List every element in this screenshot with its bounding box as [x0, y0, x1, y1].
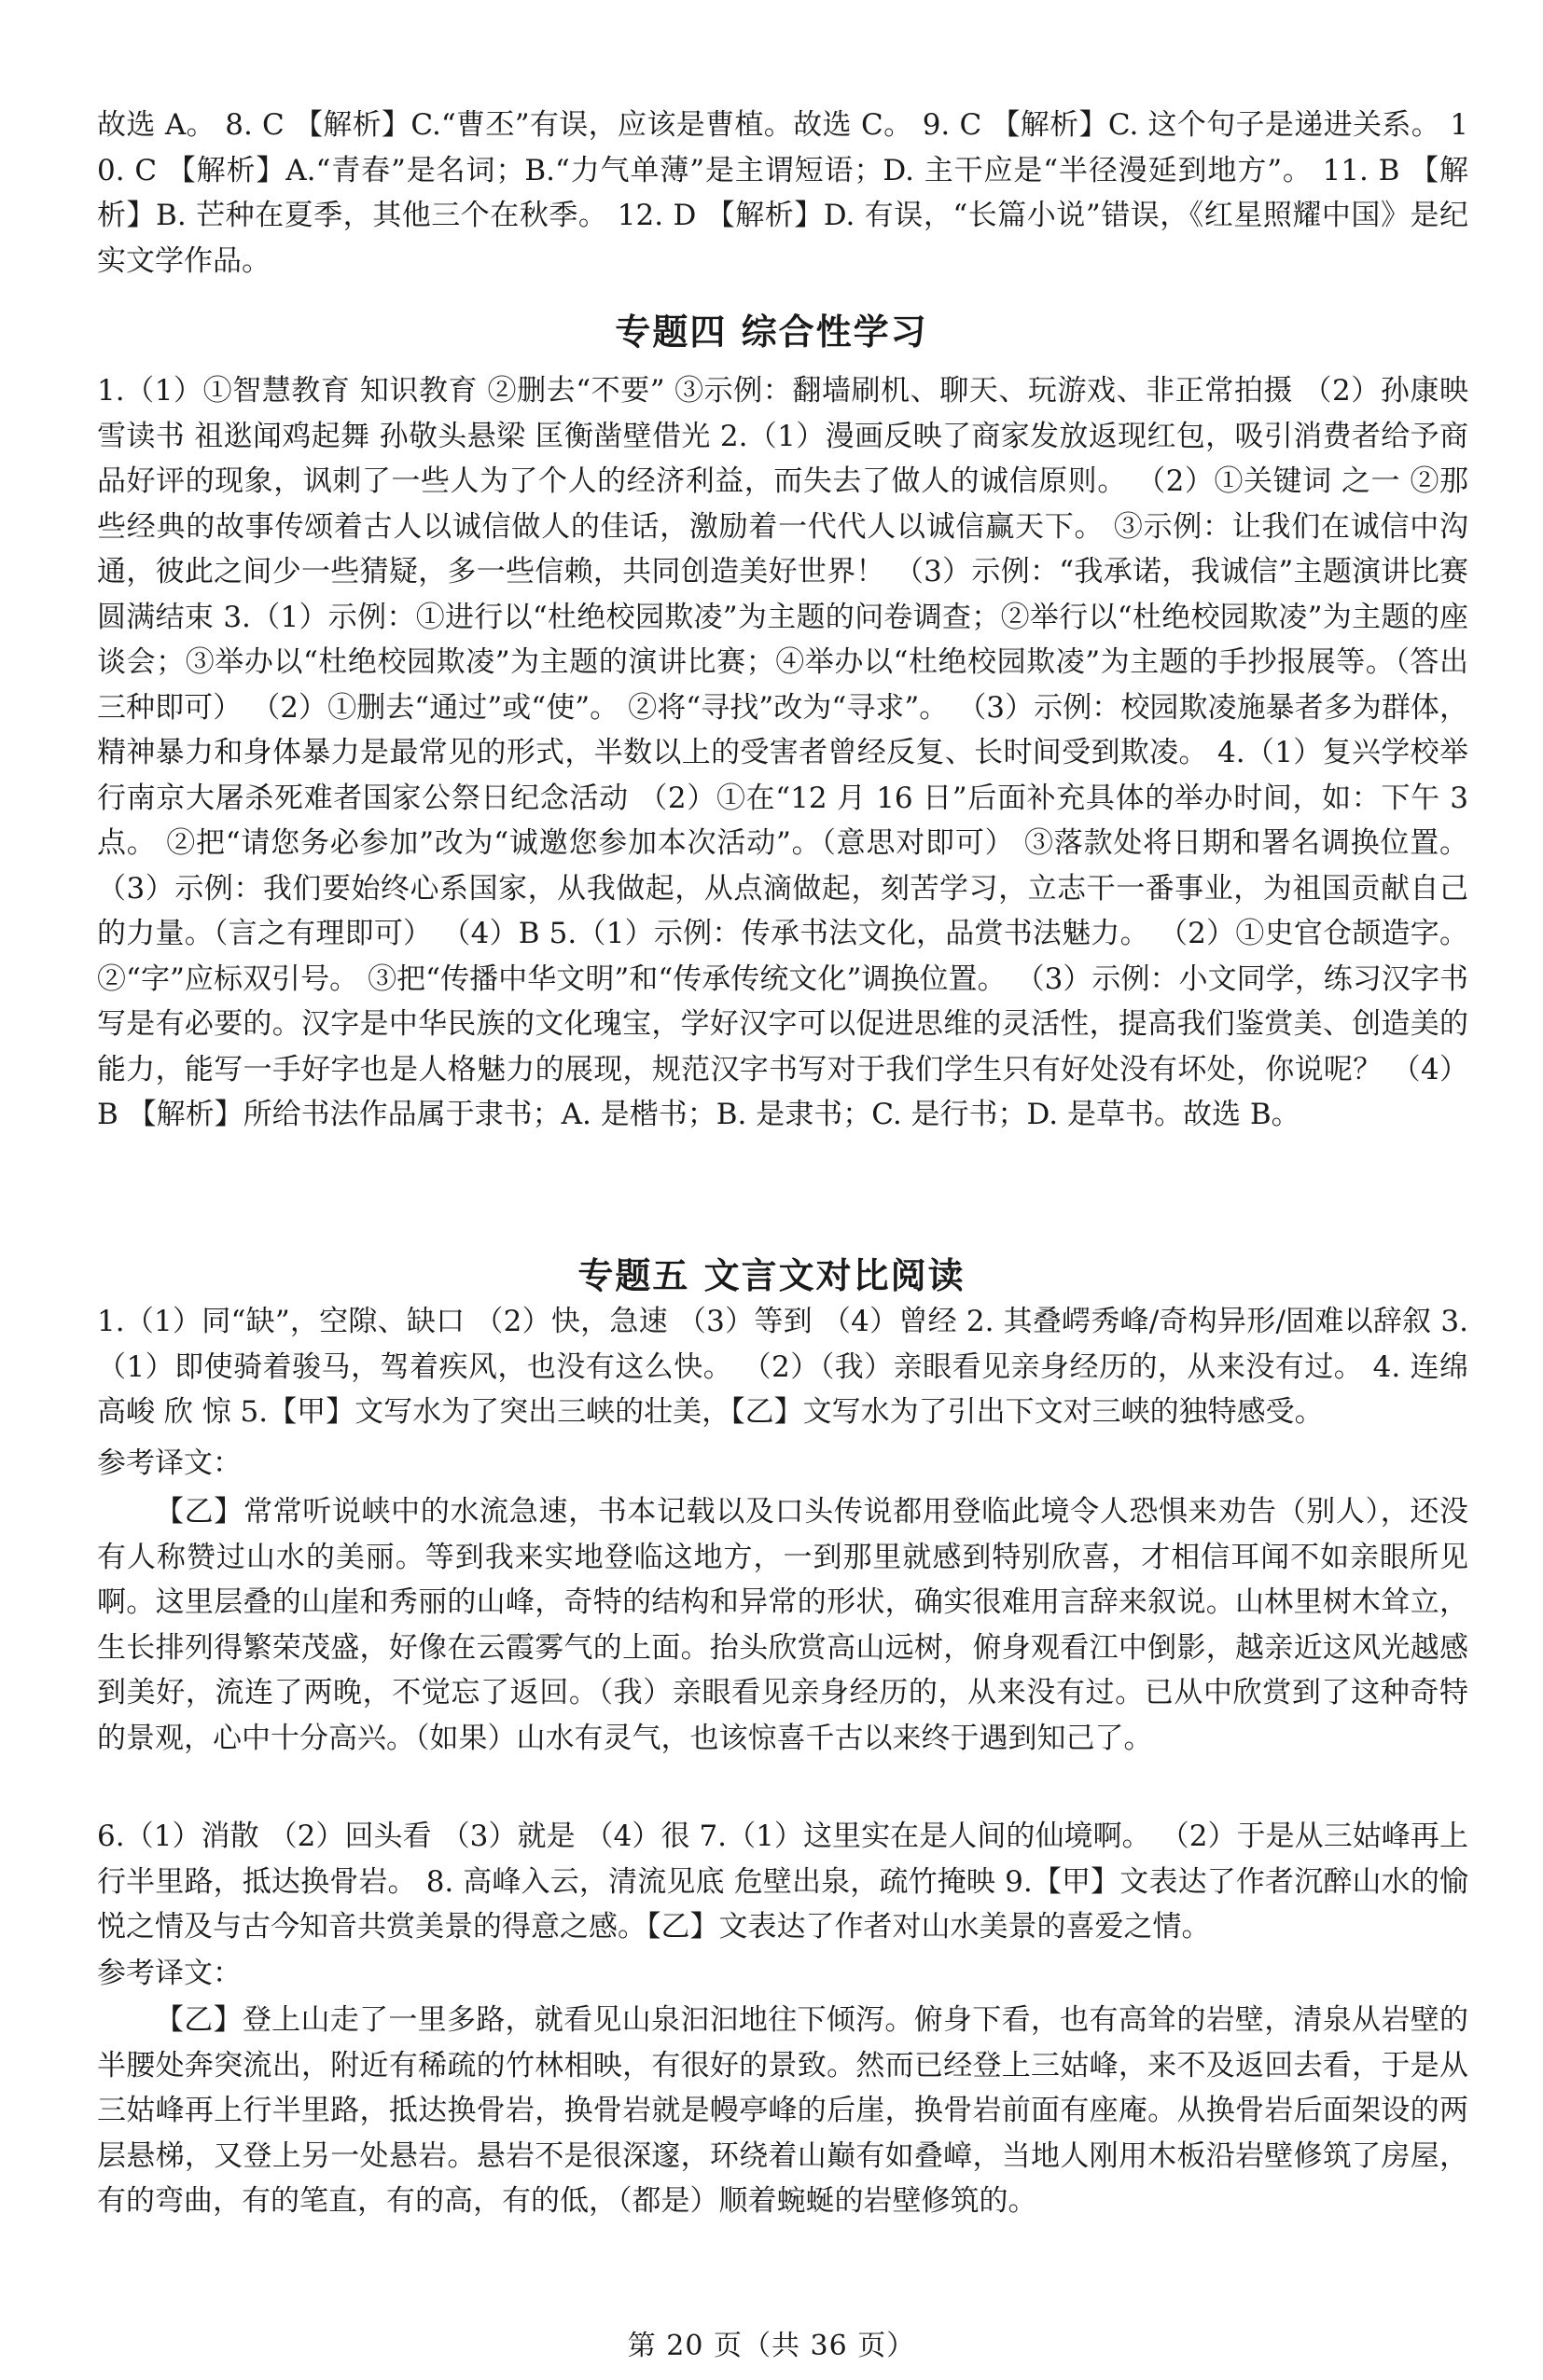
- topic4-answers: 1.（1）①智慧教育 知识教育 ②删去“不要” ③示例：翻墙刷机、聊天、玩游戏、非正常拍摄 （2）孙康映雪读书 祖逖闻鸡起舞 孙敬头悬梁 匡衡凿壁借光 2.（1）漫画反映了商家发放返现红包，吸引消费者给予商品好评的现象，讽刺了一些人为了个人的经济利益，而失去了做人的诚信原则。 （2）①关键词 之一 ②那些经典的故事传颂着古人以诚信做人的佳话，激励着一代代人以诚信赢天下。 ③示例：让我们在诚信中沟通，彼此之间少一些猜疑，多一些信赖，共同创造美好世界！ （3）示例：“我承诺，我诚信”主题演讲比赛圆满结束 3.（1）示例：①进行以“杜绝校园欺凌”为主题的问卷调查；②举行以“杜绝校园欺凌”为主题的座谈会；③举办以“杜绝校园欺凌”为主题的演讲比赛；④举办以“杜绝校园欺凌”为主题的手抄报展等。（答出三种即可） （2）①删去“通过”或“使”。 ②将“寻找”改为“寻求”。 （3）示例：校园欺凌施暴者多为群体，精神暴力和身体暴力是最常见的形式，半数以上的受害者曾经反复、长时间受到欺凌。 4.（1）复兴学校举行南京大屠杀死难者国家公祭日纪念活动 （2）①在“12 月 16 日”后面补充具体的举办时间，如：下午 3 点。 ②把“请您务必参加”改为“诚邀您参加本次活动”。（意思对即可） ③落款处将日期和署名调换位置。 （3）示例：我们要始终心系国家，从我做起，从点滴做起，刻苦学习，立志干一番事业，为祖国贡献自己的力量。（言之有理即可） （4）B 5.（1）示例：传承书法文化，品赏书法魅力。 （2）①史官仓颉造字。 ②“字”应标双引号。 ③把“传播中华文明”和“传承传统文化”调换位置。 （3）示例：小文同学，练习汉字书写是有必要的。汉字是中华民族的文化瑰宝，学好汉字可以促进思维的灵活性，提高我们鉴赏美、创造美的能力，能写一手好字也是人格魅力的展现，规范汉字书写对于我们学生只有好处没有坏处，你说呢？ （4）B 【解析】所给书法作品属于隶书；A. 是楷书；B. 是隶书；C. 是行书；D. 是草书。故选 B。: [97, 374, 1468, 1131]
- reference-translation-label-1: 参考译文：: [97, 1446, 242, 1480]
- topic5-answers-part1: 1.（1）同“缺”，空隙、缺口 （2）快，急速 （3）等到 （4）曾经 2. 其叠崿秀峰/奇构异形/固难以辞叙 3.（1）即使骑着骏马，驾着疾风，也没有这么快。 （2）（我）亲眼看见亲身经历的，从来没有过。 4. 连绵 高峻 欣 惊 5.【甲】文写水为了突出三峡的壮美，【乙】文写水为了引出下文对三峡的独特感受。: [97, 1305, 1468, 1429]
- page-number: 第 20 页（共 36 页）: [627, 2330, 916, 2362]
- reference-translation-1: 【乙】常常听说峡中的水流急速，书本记载以及口头传说都用登临此境令人恐惧来劝告（别人），还没有人称赞过山水的美丽。等到我来实地登临这地方，一到那里就感到特别欣喜，才相信耳闻不如亲眼所见啊。这里层叠的山崖和秀丽的山峰，奇特的结构和异常的形状，确实很难用言辞来叙说。山林里树木耸立，生长排列得繁荣茂盛，好像在云霞雾气的上面。抬头欣赏高山远树，俯身观看江中倒影，越亲近这风光越感到美好，流连了两晚，不觉忘了返回。（我）亲眼看见亲身经历的，从来没有过。已从中欣赏到了这种奇特的景观，心中十分高兴。（如果）山水有灵气，也该惊喜千古以来终于遇到知己了。: [97, 1495, 1468, 1755]
- topic5-answers-part2: 6.（1）消散 （2）回头看 （3）就是 （4）很 7.（1）这里实在是人间的仙境啊。 （2）于是从三姑峰再上行半里路，抵达换骨岩。 8. 高峰入云，清流见底 危壁出泉，疏竹掩映 9.【甲】文表达了作者沉醉山水的愉悦之情及与古今知音共赏美景的得意之感。【乙】文表达了作者对山水美景的喜爱之情。: [97, 1820, 1468, 1944]
- topic4-heading: 专题四 综合性学习: [615, 311, 928, 353]
- topic3-answers-tail: 故选 A。 8. C 【解析】C.“曹丕”有误，应该是曹植。故选 C。 9. C 【解析】C. 这个句子是递进关系。 10. C 【解析】A.“青春”是名词；B.“力气单薄”是主谓短语；D. 主干应是“半径漫延到地方”。 11. B 【解析】B. 芒种在夏季，其他三个在秋季。 12. D 【解析】D. 有误，“长篇小说”错误，《红星照耀中国》是纪实文学作品。: [97, 108, 1468, 278]
- topic5-heading: 专题五 文言文对比阅读: [577, 1255, 966, 1296]
- reference-translation-label-2: 参考译文：: [97, 1957, 242, 1990]
- reference-translation-2: 【乙】登上山走了一里多路，就看见山泉汩汩地往下倾泻。俯身下看，也有高耸的岩壁，清泉从岩壁的半腰处奔突流出，附近有稀疏的竹林相映，有很好的景致。然而已经登上三姑峰，来不及返回去看，于是从三姑峰再上行半里路，抵达换骨岩，换骨岩就是幔亭峰的后崖，换骨岩前面有座庵。从换骨岩后面架设的两层悬梯，又登上另一处悬岩。悬岩不是很深邃，环绕着山巅有如叠嶂，当地人刚用木板沿岩壁修筑了房屋，有的弯曲，有的笔直，有的高，有的低，（都是）顺着蜿蜒的岩壁修筑的。: [97, 2003, 1468, 2218]
